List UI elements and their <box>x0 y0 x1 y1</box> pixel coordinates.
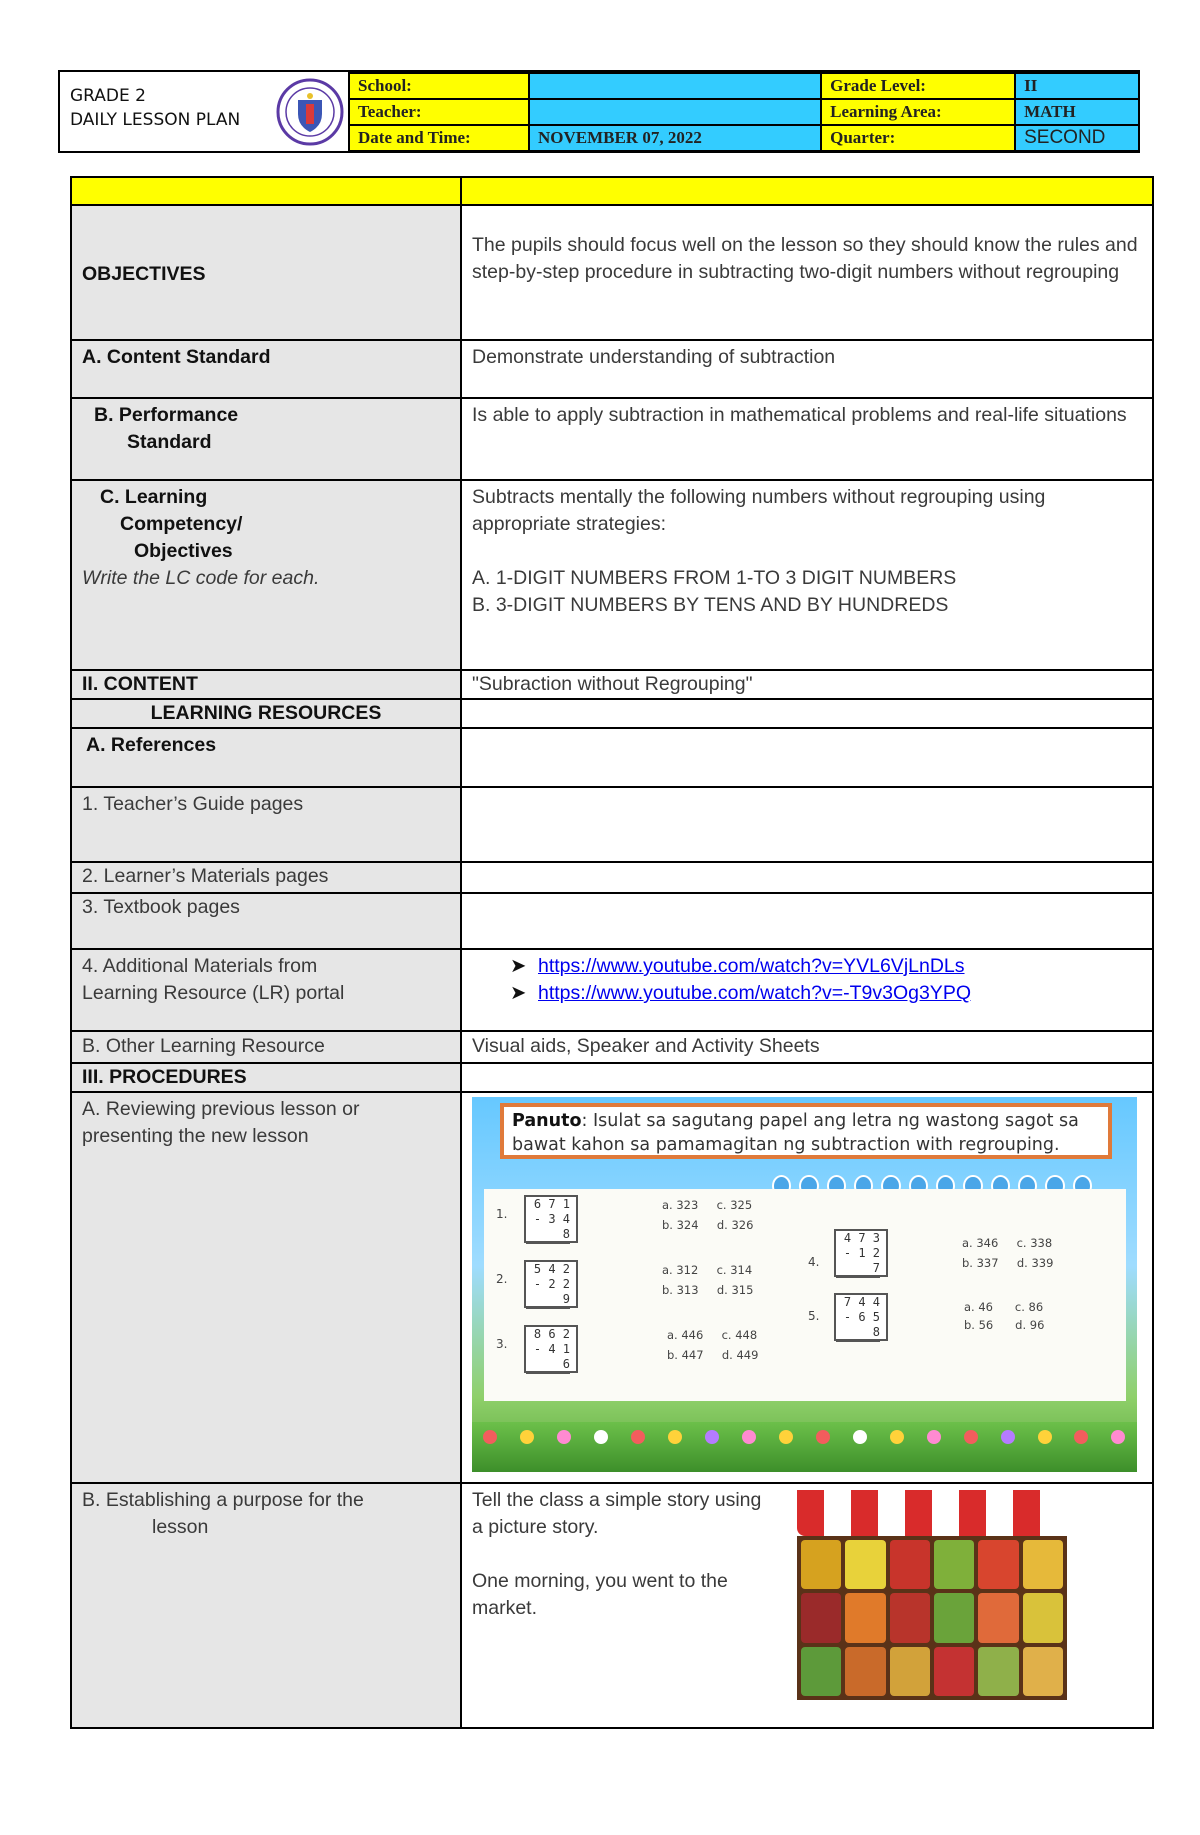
problem-choices-a: a. 446 c. 448 <box>667 1328 758 1342</box>
content-label: II. CONTENT <box>82 673 198 695</box>
header-cell-left <box>71 177 461 205</box>
learning-competency-label-3: Objectives <box>134 540 233 562</box>
content-standard-label: A. Content Standard <box>82 346 271 368</box>
problem-number: 5. <box>808 1309 820 1323</box>
problem-top: 5 4 2 <box>533 1262 570 1276</box>
teachers-guide-label: 1. Teacher’s Guide pages <box>71 787 461 862</box>
lesson-plan-header <box>58 70 1140 153</box>
teacher-label: Teacher: <box>349 99 529 125</box>
problem-choices-a: a. 312 c. 314 <box>662 1263 753 1277</box>
grade-level-label: Grade Level: <box>821 73 1015 99</box>
learners-materials-row <box>71 862 1153 893</box>
learning-competency-item-a: A. 1-DIGIT NUMBERS FROM 1-TO 3 DIGIT NUMBERS <box>472 567 957 589</box>
quarter-label: Quarter: <box>821 125 1015 151</box>
performance-standard-label-2: Standard <box>127 431 212 453</box>
panuto-bold: Panuto <box>512 1111 582 1131</box>
problem-box <box>834 1293 888 1341</box>
deped-seal-icon <box>276 78 344 146</box>
header-title <box>70 84 240 132</box>
reviewing-row <box>71 1092 1153 1483</box>
worksheet-instructions <box>500 1103 1112 1159</box>
problem-number: 2. <box>496 1272 508 1286</box>
problem-box <box>524 1260 578 1308</box>
problem-top: 6 7 1 <box>533 1197 570 1211</box>
additional-materials-links <box>461 949 1153 1031</box>
additional-materials-label-1: 4. Additional Materials from <box>82 955 318 977</box>
problem-top: 8 6 2 <box>533 1327 570 1341</box>
performance-standard-row <box>71 398 1153 480</box>
problem-box <box>524 1325 578 1373</box>
learning-competency-text: Subtracts mentally the following numbers without regrouping using appropriate strategies: <box>472 486 1046 535</box>
teachers-guide-row <box>71 787 1153 862</box>
problem-choices-b: b. 337 d. 339 <box>962 1256 1054 1270</box>
reviewing-content <box>461 1092 1153 1483</box>
establishing-content <box>461 1483 1153 1728</box>
header-title-grade: GRADE 2 <box>70 86 146 106</box>
table-header-row <box>71 177 1153 205</box>
learning-competency-label-cell <box>71 480 461 670</box>
establishing-text-2: One morning, you went to the market. <box>472 1570 728 1619</box>
content-standard-row <box>71 340 1153 398</box>
problem-choices-b: b. 313 d. 315 <box>662 1283 754 1297</box>
teacher-value <box>529 99 821 125</box>
performance-standard-text: Is able to apply subtraction in mathematical problems and real-life situations <box>461 398 1153 480</box>
establishing-label-2: lesson <box>152 1516 209 1538</box>
learning-competency-item-b: B. 3-DIGIT NUMBERS BY TENS AND BY HUNDREDS <box>472 594 949 616</box>
learning-competency-label-2: Competency/ <box>120 513 243 535</box>
procedures-label-cell <box>71 1063 461 1092</box>
additional-materials-label-cell <box>71 949 461 1031</box>
date-label: Date and Time: <box>349 125 529 151</box>
learning-resources-value <box>461 699 1153 728</box>
content-label-cell <box>71 670 461 699</box>
objectives-text: The pupils should focus well on the lesson so they should know the rules and step-by-step procedure in subtracting two-digit numbers without regrouping <box>461 205 1153 340</box>
lesson-plan-table <box>70 176 1154 1729</box>
quarter-value: SECOND <box>1015 125 1139 151</box>
problem-number: 3. <box>496 1337 508 1351</box>
references-label-cell <box>71 728 461 787</box>
learning-resources-label-cell <box>71 699 461 728</box>
content-standard-label-cell <box>71 340 461 398</box>
problem-top: 4 7 3 <box>843 1231 880 1245</box>
establishing-label-1: B. Establishing a purpose for the <box>82 1489 364 1511</box>
flowers-decoration <box>472 1424 1137 1454</box>
header-info-grid <box>348 72 1140 152</box>
learning-competency-label-1: C. Learning <box>100 486 208 508</box>
problem-bottom: - 3 4 8 <box>526 1212 570 1244</box>
date-value: NOVEMBER 07, 2022 <box>529 125 821 151</box>
content-standard-text: Demonstrate understanding of subtraction <box>461 340 1153 398</box>
grade-level-value: II <box>1015 73 1139 99</box>
problem-bottom: - 6 5 8 <box>836 1310 880 1342</box>
problem-choices-a: a. 323 c. 325 <box>662 1198 753 1212</box>
problem-choices-a: a. 346 c. 338 <box>962 1236 1053 1250</box>
performance-standard-label-cell <box>71 398 461 480</box>
problem-number: 1. <box>496 1207 508 1221</box>
learning-competency-note: Write the LC code for each. <box>82 567 320 589</box>
objectives-label: OBJECTIVES <box>82 262 206 285</box>
procedures-value <box>461 1063 1153 1092</box>
procedures-row <box>71 1063 1153 1092</box>
problem-choices-a: a. 46 c. 86 <box>964 1300 1044 1314</box>
arrow-bullet-icon: ➤ <box>510 982 527 1004</box>
panuto-text: : Isulat sa sagutang papel ang letra ng wastong sagot sa bawat kahon sa pamamagitan ng subtraction with regrouping. <box>512 1111 1079 1155</box>
teachers-guide-value <box>461 787 1153 862</box>
objectives-row <box>71 205 1153 340</box>
procedures-label: III. PROCEDURES <box>82 1066 247 1088</box>
additional-materials-label-2: Learning Resource (LR) portal <box>82 982 345 1004</box>
problem-bottom: - 4 1 6 <box>526 1342 570 1374</box>
learning-resources-label: LEARNING RESOURCES <box>150 702 382 724</box>
school-value <box>529 73 821 99</box>
learning-competency-cell <box>461 480 1153 670</box>
textbook-value <box>461 893 1153 949</box>
textbook-row <box>71 893 1153 949</box>
learning-competency-row <box>71 480 1153 670</box>
learners-materials-value <box>461 862 1153 893</box>
learning-area-value: MATH <box>1015 99 1139 125</box>
youtube-link-2[interactable]: https://www.youtube.com/watch?v=-T9v3Og3YPQ <box>538 982 971 1004</box>
other-resource-label: B. Other Learning Resource <box>71 1031 461 1063</box>
youtube-link-1[interactable]: https://www.youtube.com/watch?v=YVL6VjLnDLs <box>538 955 965 977</box>
objectives-label-cell <box>71 205 461 340</box>
references-row <box>71 728 1153 787</box>
problem-bottom: - 1 2 7 <box>836 1246 880 1278</box>
references-value <box>461 728 1153 787</box>
learning-resources-row <box>71 699 1153 728</box>
content-text: "Subraction without Regrouping" <box>461 670 1153 699</box>
school-label: School: <box>349 73 529 99</box>
problem-top: 7 4 4 <box>843 1295 880 1309</box>
learners-materials-label: 2. Learner’s Materials pages <box>71 862 461 893</box>
problem-box <box>834 1229 888 1277</box>
problem-choices-b: b. 56 d. 96 <box>964 1318 1045 1332</box>
performance-standard-label-1: B. Performance <box>94 404 239 426</box>
additional-materials-row <box>71 949 1153 1031</box>
references-label: A. References <box>86 734 217 756</box>
reviewing-label: A. Reviewing previous lesson or presenting the new lesson <box>71 1092 461 1483</box>
problem-choices-b: b. 447 d. 449 <box>667 1348 759 1362</box>
header-title-plan: DAILY LESSON PLAN <box>70 110 241 130</box>
problem-bottom: - 2 2 9 <box>526 1277 570 1309</box>
arrow-bullet-icon: ➤ <box>510 955 527 977</box>
problem-box <box>524 1195 578 1243</box>
problem-number: 4. <box>808 1255 820 1269</box>
problem-choices-b: b. 324 d. 326 <box>662 1218 754 1232</box>
establishing-label-cell <box>71 1483 461 1728</box>
worksheet-image <box>472 1097 1137 1472</box>
other-resource-row <box>71 1031 1153 1063</box>
market-stall-icon <box>797 1490 1067 1700</box>
textbook-label: 3. Textbook pages <box>71 893 461 949</box>
other-resource-text: Visual aids, Speaker and Activity Sheets <box>461 1031 1153 1063</box>
content-row <box>71 670 1153 699</box>
header-cell-right <box>461 177 1153 205</box>
establishing-row <box>71 1483 1153 1728</box>
establishing-text-1: Tell the class a simple story using a picture story. <box>472 1489 762 1538</box>
learning-area-label: Learning Area: <box>821 99 1015 125</box>
